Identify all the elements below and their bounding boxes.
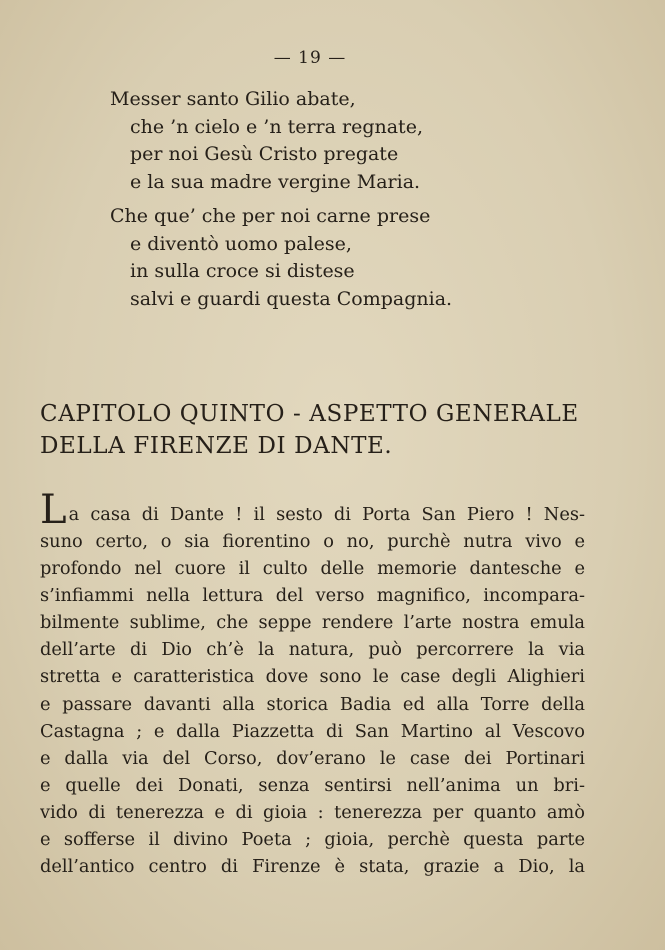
body-first-line-text: a casa di Dante ! il sesto di Porta San Piero ! Nes-: [68, 503, 585, 525]
chapter-heading-line-2: DELLA FIRENZE DI DANTE.: [40, 433, 393, 459]
body-line: e dalla via del Corso, dov’erano le case dei Portinari: [40, 747, 585, 769]
verse-line: e diventò uomo palese,: [130, 232, 352, 255]
drop-cap: L: [40, 487, 67, 533]
verse-line: per noi Gesù Cristo pregate: [130, 143, 399, 165]
body-line: dell’arte di Dio ch’è la natura, può percorrere la via: [40, 639, 585, 661]
body-line: e passare davanti alla storica Badia ed alla Torre della: [40, 693, 585, 715]
body-first-line: [40, 487, 585, 533]
body-line: s’infiammi nella lettura del verso magnifico, incompara-: [40, 585, 585, 607]
body-paragraph: [40, 487, 585, 880]
verse-line: in sulla croce si distese: [130, 260, 355, 282]
verse-stanza-2: [110, 203, 530, 313]
body-line: Castagna ; e dalla Piazzetta di San Martino al Vescovo: [40, 720, 585, 742]
body-line: suno certo, o sia fiorentino o no, purchè nutra vivo e: [40, 531, 585, 552]
verse-line: che ’n cielo e ’n terra regnate,: [130, 115, 423, 138]
verse-line: Messer santo Gilio abate,: [110, 88, 356, 110]
chapter-heading-line-1: CAPITOLO QUINTO - ASPETTO GENERALE: [40, 401, 579, 427]
body-line: profondo nel cuore il culto delle memorie dantesche e: [40, 558, 585, 580]
body-line: e quelle dei Donati, senza sentirsi nell’anima un bri-: [40, 774, 585, 796]
verse-line: Che que’ che per noi carne prese: [110, 205, 431, 227]
verse-stanza-1: [110, 86, 530, 196]
page-number: — 19 —: [273, 48, 347, 68]
chapter-heading: [40, 398, 600, 462]
body-line: dell’antico centro di Firenze è stata, grazie a Dio, la: [40, 856, 585, 878]
body-line: bilmente sublime, che seppe rendere l’arte nostra emula: [40, 612, 585, 634]
body-line: stretta e caratteristica dove sono le case degli Alighieri: [40, 666, 585, 688]
body-line: e sofferse il divino Poeta ; gioia, perchè questa parte: [40, 829, 585, 851]
verse-line: salvi e guardi questa Compagnia.: [130, 287, 453, 310]
body-line: vido di tenerezza e di gioia : tenerezza per quanto amò: [40, 801, 585, 823]
verse-line: e la sua madre vergine Maria.: [130, 170, 421, 193]
